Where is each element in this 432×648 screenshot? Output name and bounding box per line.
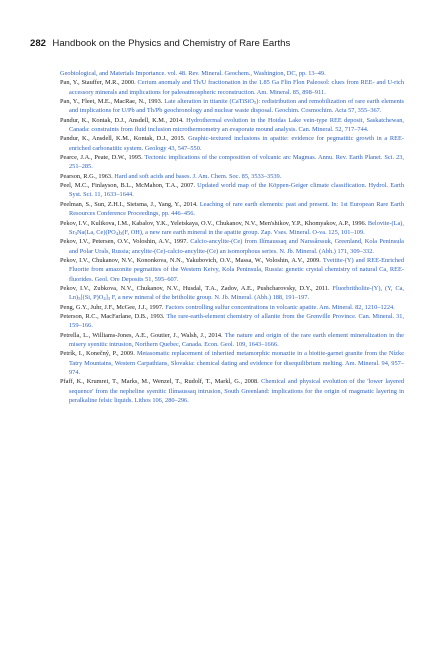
reference-entry: Petrella, L., Williams-Jones, A.E., Goutier, J., Walsh, J., 2014. The nature and origin of the rare earth element mineralization in the misery syenitic intrusion, Northern Quebec, Canada. Econ. Geol. 109, 1643–1666. <box>60 331 404 348</box>
reference-entry: Petrík, I., Konečný, P., 2009. Metasomatic replacement of inherited metamorphic monazite in a biotite-garnet granite from the Nízke Tatry Mountains, Western Carpathians, Slovakia: chemical dating and evidence for disequilibrium melting. Am. Mineral. 94, 957–974. <box>60 350 404 376</box>
running-header <box>30 38 402 50</box>
reference-entry: Pearson, R.G., 1963. Hard and soft acids and bases. J. Am. Chem. Soc. 85, 3533–3539. <box>60 172 282 180</box>
reference-entry: Pandur, K., Ansdell, K.M., Kontak, D.J., 2015. Graphic-textured inclusions in apatite: evidence for pegmatitic growth in a REE-enriched carbonatitic system. Geology 43, 547–550. <box>60 135 404 152</box>
reference-entry: Pfaff, K., Krumrei, T., Marks, M., Wenzel, T., Rudolf, T., Markl, G., 2008. Chemical and physical evolution of the 'lower layered sequence' from the nepheline syenitic Ilímaussaq intrusion, South Greenland: implications for the origin of magmatic layering in peralkaline felsic liquids. Lithos 106, 280–296. <box>60 378 404 405</box>
reference-entry: Pandur, K., Kontak, D.J., Ansdell, K.M., 2014. Hydrothermal evolution in the Hoidas Lake vein-type REE deposit, Saskatchewan, Canada: constraints from fluid inclusion microthermometry an evaporate mound analysis. Can. Mineral. 52, 717–744. <box>60 116 404 134</box>
reference-list <box>60 69 404 405</box>
reference-entry: Pearce, J.A., Peate, D.W., 1995. Tectonic implications of the composition of volcanic arc Magmas. Annu. Rev. Earth Planet. Sci. 23, 251–285. <box>60 154 404 171</box>
reference-entry: Peelman, S., Sun, Z.H.I., Sietsma, J., Yang, Y., 2014. Leaching of rare earth elements: past and present. In: 1st European Rare Earth Resources Conference Proceedings, pp. 446–456. <box>60 200 404 218</box>
reference-entry: Pekov, I.V., Chukanov, N.V., Kononkova, N.N., Yakubovich, O.V., Massa, W., Voloshin, A.V., 2009. Tveitite-(Y) and REE-Enriched Fluorite from amazonite pegmatites of the Western Keivy, Kola Peninsula, Russia: genetic crystal chemistry of natural Ca, REE-fluorides. Geol. Ore Deposits 51, 595–607. <box>60 256 404 283</box>
page-number: 282 <box>30 38 47 49</box>
reference-entry: Peng, G.Y., Juhr, J.F., McGee, J.J., 1997. Factors controlling sulfur concentrations in volcanic apatite. Am. Mineral. 82, 1210–1224. <box>60 303 395 311</box>
book-title: Handbook on the Physics and Chemistry of Rare Earths <box>52 38 291 49</box>
reference-entry: Peel, M.C., Finlayson, B.L., McMahon, T.A., 2007. Updated world map of the Köppen-Geiger climate classification. Hydrol. Earth Syst. Sci. 11, 1633–1644. <box>60 182 404 199</box>
reference-entry: Peterson, R.C., MacFarlane, D.B., 1993. The rare-earth-element chemistry of allanite from the Grenville Province. Can. Mineral. 31, 159–166. <box>60 312 404 330</box>
reference-entry: Pekov, I.V., Zubkova, N.V., Chukanov, N.V., Husdal, T.A., Zadov, A.E., Pushcharovsky, D.Y., 2011. Fluorbritholite-(Y), (Y, Ca, $Ln)_5[(Si$, $P)O_4]_3$ F, a new mineral of the britholite group. N. Jb. Mineral. (Abh.) 188, 191–197. <box>60 284 404 302</box>
reference-entry: Pan, Y., Stauffer, M.R., 2000. Cerium anomaly and Th/U fractionation in the 1.85 Ga Flin Flon Paleosol: clues from REE- and U-rich accessory minerals and implications for paleoatmospheric reconstruction. Am. Mineral. 85, 898–911. <box>60 79 405 96</box>
reference-entry: Pekov, I.V., Petersen, O.V., Voloshin, A.V., 1997. Calcio-ancylite-(Ce) from Ilímaussaq and Narssârssuk, Greenland, Kola Peninsula and Polar Urals, Russia; ancylite-(Ce)-calcio-ancylite-(Ce) an isomorphous series. N. Jb. Mineral. (Abh.) 171, 309–332. <box>60 238 404 255</box>
reference-entry: Geobiological, and Materials Importance. vol. 48. Rev. Mineral. Geochem., Washington, DC, pp. 13–49. <box>60 70 326 77</box>
reference-entry: Pan, Y., Fleet, M.E., MacRae, N., 1993. Late alteration in titanite (CaTiSiO$_5$): redistribution and remobilization of rare earth elements and implications for U/Pb and Th/Pb geochronology and nuclear waste disposal. Geochim. Cosmochim. Acta 57, 355–367. <box>60 98 404 115</box>
reference-entry: Pekov, I.V., Kulikova, I.M., Kabalov, Y.K., Yeletskaya, O.V., Chukanov, N.V., Men'shikov, Y.P., Khomyakov, A.P., 1996. Belovite-(La), $Sr_3Na(La$, $Ce)(PO_4)_3(F$, OH), a new rare earth mineral in the apatite group. Zap. Vses. Mineral. O-va. 125, 101–109. <box>60 219 404 237</box>
